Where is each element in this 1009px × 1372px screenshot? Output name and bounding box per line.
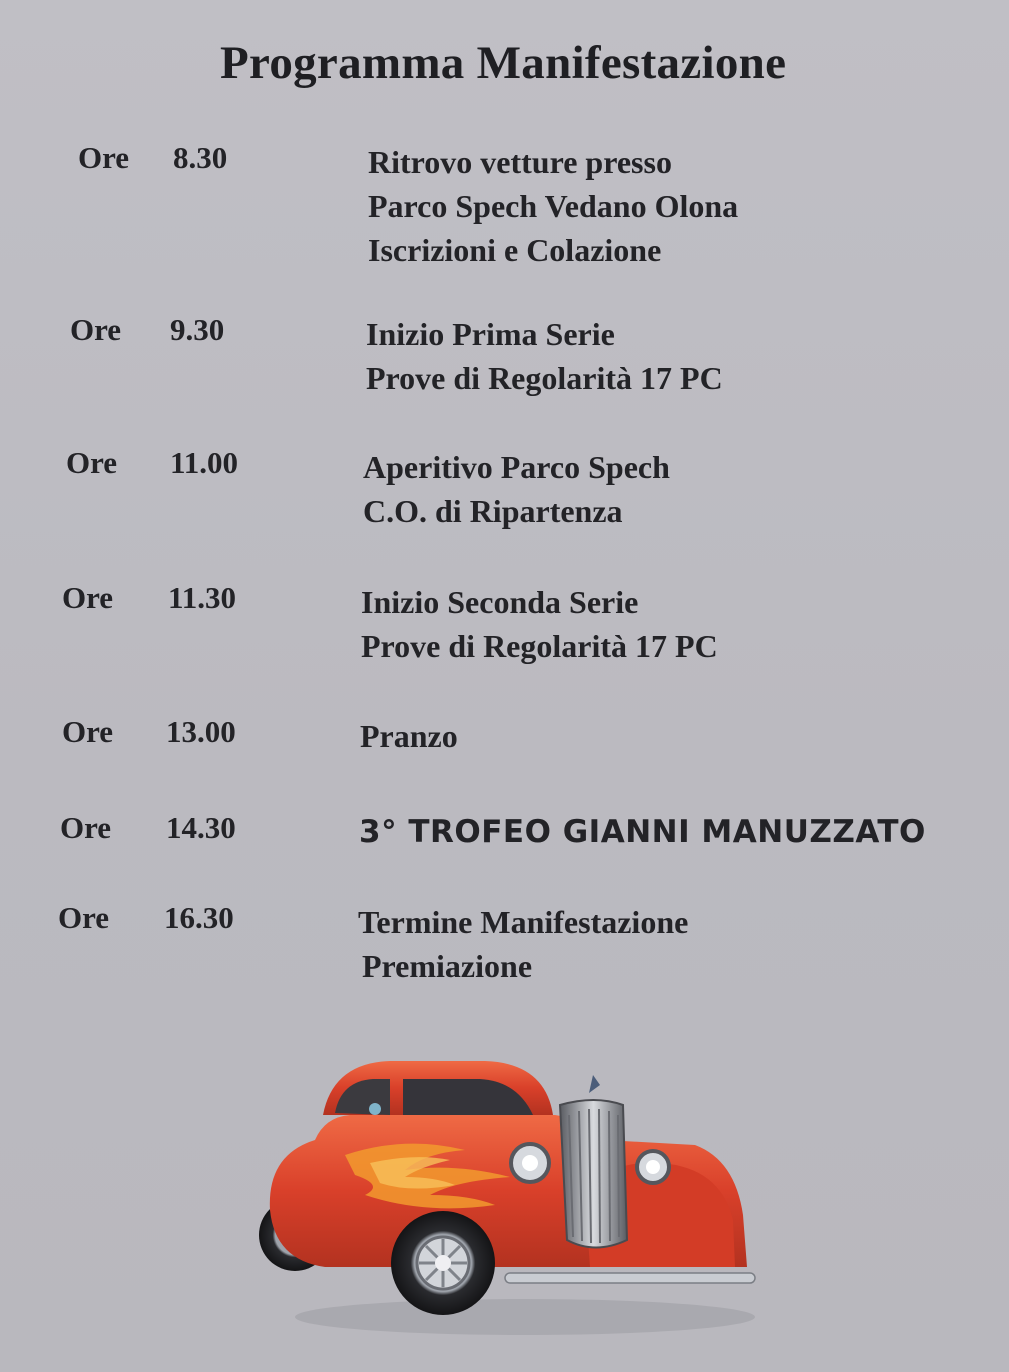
entry-line: Iscrizioni e Colazione: [368, 232, 662, 268]
entry-line: Ritrovo vetture presso: [368, 144, 672, 180]
entry-description: [359, 810, 926, 854]
entry-line: C.O. di Ripartenza: [363, 493, 623, 529]
entry-time: 11.30: [168, 580, 237, 615]
entry-description: [358, 900, 688, 988]
page-title: Programma Manifestazione: [220, 37, 787, 89]
entry-ore-label: Ore: [62, 714, 114, 749]
entry-time: 8.30: [173, 140, 228, 175]
entry-description: [366, 312, 723, 400]
entry-time: 11.00: [170, 445, 239, 480]
entry-line: Parco Spech Vedano Olona: [368, 188, 739, 224]
entry-line: 3° TROFEO GIANNI MANUZZATO: [359, 814, 926, 850]
entry-ore-label: Ore: [58, 900, 110, 935]
entry-line: Premiazione: [362, 948, 533, 984]
entry-time: 16.30: [164, 900, 234, 935]
entry-line: Pranzo: [360, 718, 458, 754]
entry-ore-label: Ore: [70, 312, 122, 347]
entry-line: Inizio Prima Serie: [366, 316, 615, 352]
entry-description: [361, 580, 718, 668]
entry-line: Prove di Regolarità 17 PC: [366, 360, 723, 396]
entry-line: Prove di Regolarità 17 PC: [361, 628, 718, 664]
entry-description: [363, 445, 670, 533]
entry-description: [360, 714, 458, 758]
entry-ore-label: Ore: [62, 580, 114, 615]
entry-time: 9.30: [170, 312, 225, 347]
entry-time: 14.30: [166, 810, 236, 845]
entry-ore-label: Ore: [78, 140, 130, 175]
entry-ore-label: Ore: [60, 810, 112, 845]
hot-rod-car-icon: [255, 1045, 765, 1345]
entry-ore-label: Ore: [66, 445, 118, 480]
entry-description: [368, 140, 738, 272]
entry-time: 13.00: [166, 714, 236, 749]
entry-line: Termine Manifestazione: [358, 904, 689, 940]
entry-line: Aperitivo Parco Spech: [363, 449, 670, 485]
entry-line: Inizio Seconda Serie: [361, 584, 639, 620]
